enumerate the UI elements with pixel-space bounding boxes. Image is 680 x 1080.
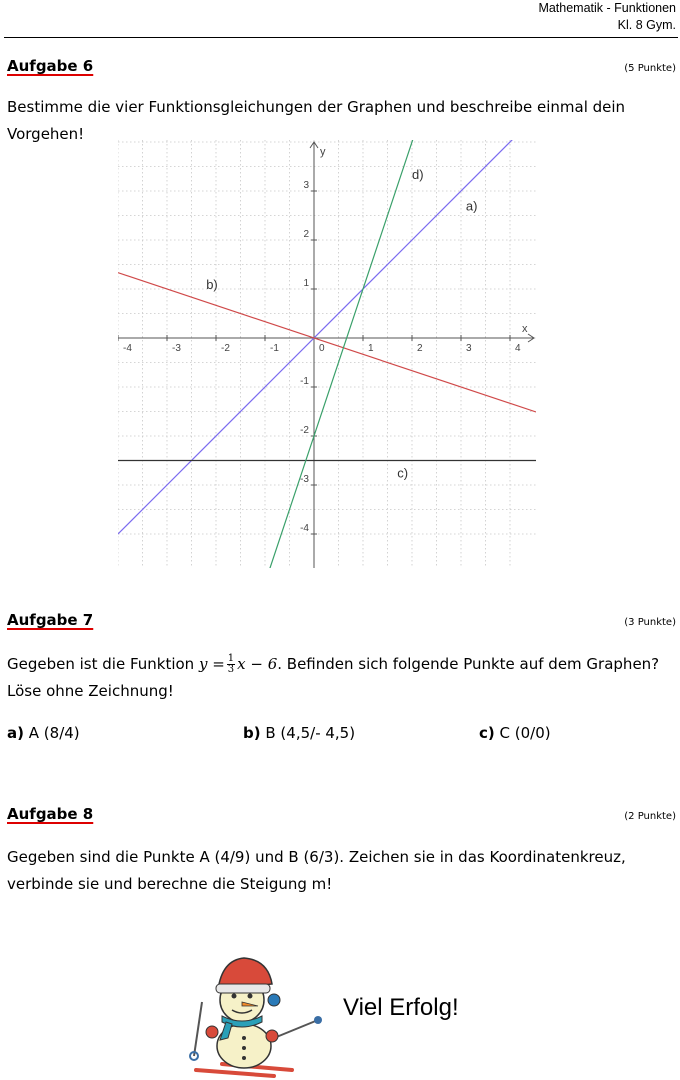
y-tick-label: 1 — [303, 278, 309, 289]
task8-title: Aufgabe 8 — [7, 805, 94, 823]
y-tick-label: 2 — [303, 229, 309, 240]
fraction-numerator: 1 — [227, 653, 235, 664]
function-label-d: d) — [412, 166, 424, 182]
function-graph — [118, 140, 536, 568]
function-label-c: c) — [397, 465, 409, 481]
task7-points: (3 Punkte) — [624, 617, 676, 628]
function-label-a: a) — [465, 198, 478, 214]
fraction-denominator: 3 — [227, 664, 235, 675]
header-subject: Mathematik - Funktionen — [538, 1, 676, 15]
task7-text-after: . Befinden sich folgende Punkte auf dem Graphen? — [277, 655, 660, 673]
task8-text-line1: Gegeben sind die Punkte A (4/9) und B (6/3). Zeichen sie in das Koordinatenkreuz, — [7, 848, 626, 866]
task6-title: Aufgabe 6 — [7, 57, 94, 75]
equation-lhs: y = — [198, 655, 225, 673]
farewell-text: Viel Erfolg! — [343, 994, 459, 1021]
x-tick-label: 1 — [368, 343, 374, 354]
y-tick-label: -1 — [300, 376, 309, 387]
task8-points: (2 Punkte) — [624, 811, 676, 822]
x-tick-label: -3 — [172, 343, 181, 354]
ski-pole-icon — [194, 1002, 202, 1056]
option-label: b) — [243, 724, 261, 742]
task8-text-line2: verbinde sie und berechne die Steigung m! — [7, 875, 333, 893]
snowman-skier-illustration — [182, 952, 332, 1080]
header-grade: Kl. 8 Gym. — [617, 18, 676, 32]
task7-title: Aufgabe 7 — [7, 611, 94, 629]
x-tick-label: 4 — [515, 343, 521, 354]
y-tick-label: -2 — [300, 425, 309, 436]
function-label-b: b) — [206, 277, 218, 292]
task6-points: (5 Punkte) — [624, 63, 676, 74]
task7-option-a — [7, 724, 80, 742]
option-value: A (8/4) — [28, 724, 80, 742]
y-tick-label: 3 — [303, 180, 309, 191]
task7-option-b — [243, 724, 355, 742]
y-tick-label: -4 — [300, 523, 309, 534]
option-label: c) — [479, 724, 495, 742]
option-value: B (4,5/- 4,5) — [265, 724, 356, 742]
ski-icon — [196, 1070, 274, 1076]
task6-text-line2: Vorgehen! — [7, 125, 85, 143]
task6-text-line1: Bestimme die vier Funktionsgleichungen der Graphen und beschreibe einmal dein — [7, 98, 626, 116]
task8-text — [7, 844, 677, 898]
y-tick-label: -3 — [300, 474, 309, 485]
equation-rhs: x − 6 — [237, 655, 278, 673]
task7-option-c — [479, 724, 551, 742]
equation-fraction — [227, 654, 235, 675]
x-tick-label: 3 — [466, 343, 472, 354]
x-tick-label: 2 — [417, 343, 423, 354]
x-tick-label: -1 — [270, 343, 279, 354]
header-divider — [4, 37, 678, 38]
y-axis-label: y — [320, 146, 326, 158]
ski-pole-icon — [274, 1020, 318, 1038]
task7-text-line1 — [7, 651, 677, 678]
x-tick-label: -4 — [123, 343, 132, 354]
task7-text-line2: Löse ohne Zeichnung! — [7, 682, 174, 700]
task7-text-before: Gegeben ist die Funktion — [7, 655, 199, 673]
option-value: C (0/0) — [499, 724, 551, 742]
page-header — [538, 0, 676, 34]
x-tick-label: -2 — [221, 343, 230, 354]
x-axis-label: x — [522, 323, 528, 335]
option-label: a) — [7, 724, 24, 742]
task7-text — [7, 651, 677, 705]
x-tick-label: 0 — [319, 343, 325, 354]
